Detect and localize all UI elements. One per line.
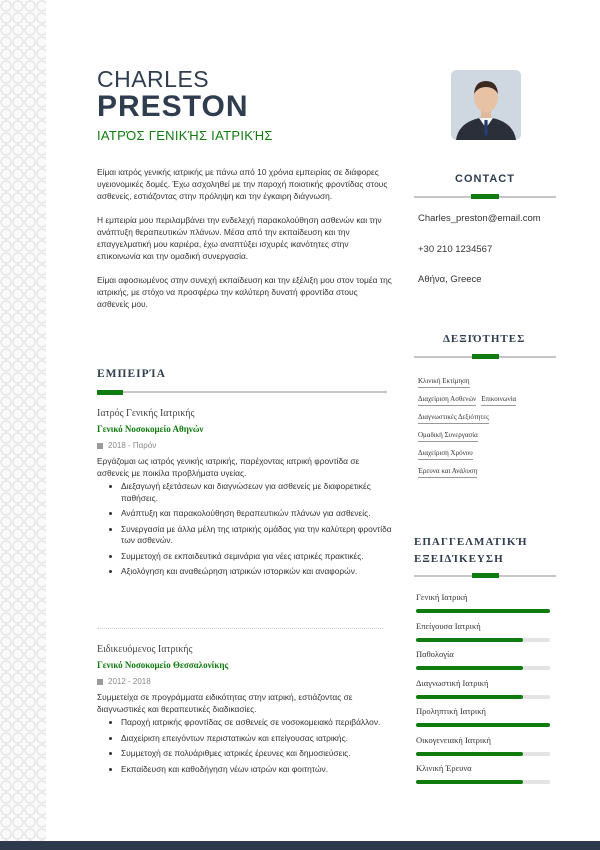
experience-divider [97, 628, 383, 629]
experience-2-company: Γενικό Νοσοκομείο Θεσσαλονίκης [97, 660, 229, 670]
experience-1-bullet-5: • Αξιολόγηση και αναθεώρηση ιατρικών ιστορικών και αναφορών. [121, 566, 392, 578]
last-name: PRESTON [97, 90, 249, 123]
experience-1-bullet-4: • Συμμετοχή σε εκπαιδευτικά σεμινάρια για νέες ιατρικές πρακτικές. [121, 551, 392, 563]
summary [97, 166, 392, 322]
skills-rule-accent [472, 354, 499, 359]
expertise-bar-track [416, 752, 550, 756]
experience-1-bullet-3: • Συνεργασία με άλλα μέλη της ιατρικής ομάδας για την καλύτερη φροντίδα των ασθενών. [121, 524, 392, 547]
skills-row [418, 394, 568, 406]
expertise-item [416, 678, 556, 707]
experience-2-title: Ειδικευόμενος Ιατρικής [97, 644, 193, 655]
skills-row [418, 466, 568, 478]
summary-paragraph-2: Η εμπειρία μου περιλαμβάνει την ενδελεχή παρακολούθηση ασθενών και την ανάπτυξη θεραπευτικών πλάνων. Μέσα από την εκπαίδευση και την επαγγελματική μου καριέρα, έχω αναπτύξει ισχυρές ικανότητες στην επικοινωνία και την ομαδική συνεργασία. [97, 215, 382, 261]
contact-email[interactable]: Charles_preston@email.com [418, 213, 541, 224]
expertise-heading-line-2: ΕΞΕΙΔΊΚΕΥΣΗ [414, 553, 504, 565]
experience-2-date [97, 677, 392, 686]
experience-rule-accent [97, 390, 123, 395]
calendar-icon [97, 679, 103, 685]
skill-tag: Διαγνωστικές Δεξιότητες [418, 412, 489, 424]
experience-entry-2 [97, 644, 392, 779]
experience-1-title: Ιατρός Γενικής Ιατρικής [97, 408, 195, 419]
experience-entry-1 [97, 408, 392, 582]
experience-1-description: Εργάζομαι ως ιατρός γενικής ιατρικής, παρέχοντας ιατρική φροντίδα σε ασθενείς με ποικίλα προβλήματα υγείας. [97, 456, 360, 478]
expertise-item [416, 763, 556, 792]
skills-list [418, 376, 568, 484]
summary-paragraph-1: Είμαι ιατρός γενικής ιατρικής με πάνω από 10 χρόνια εμπειρίας σε διάφορες υγειονομικές δομές. Έχω ασχοληθεί με την παροχή ποιοτικής φροντίδας στους ασθενείς, εστιάζοντας στην πρόληψη και την έγκαιρη διάγνωση. [97, 167, 388, 201]
expertise-bar-fill [416, 609, 550, 613]
skills-row [418, 376, 568, 388]
expertise-label: Προληπτική Ιατρική [416, 706, 486, 716]
skills-heading: ΔΕΞΙΌΤΗΤΕΣ [443, 333, 526, 345]
expertise-bar-track [416, 609, 550, 613]
expertise-heading [414, 534, 528, 568]
skill-tag: Διαχείριση Ασθενών [418, 394, 476, 406]
expertise-bar-track [416, 723, 550, 727]
experience-1-bullets [97, 481, 392, 578]
expertise-bar-fill [416, 638, 523, 642]
contact-phone[interactable]: +30 210 1234567 [418, 244, 493, 255]
expertise-bar-fill [416, 695, 523, 699]
expertise-heading-line-1: ΕΠΑΓΓΕΛΜΑΤΙΚΉ [414, 536, 528, 548]
contact-heading: CONTACT [455, 173, 515, 185]
expertise-bar-fill [416, 723, 550, 727]
experience-2-bullet-1: • Παροχή ιατρικής φροντίδας σε ασθενείς σε νοσοκομειακό περιβάλλον. [121, 717, 392, 729]
expertise-label: Οικογενειακή Ιατρική [416, 734, 491, 745]
expertise-label: Γενική Ιατρική [416, 592, 468, 602]
skills-row [418, 448, 568, 460]
experience-2-bullet-2: • Διαχείριση επειγόντων περιστατικών και επείγουσας ιατρικής. [121, 733, 392, 745]
first-name: CHARLES [97, 66, 210, 92]
expertise-item [416, 621, 556, 650]
expertise-item [416, 592, 556, 621]
footer-bar [0, 841, 600, 850]
expertise-bar-track [416, 695, 550, 699]
experience-2-bullet-3: • Συμμετοχή σε πολυάριθμες ιατρικές έρευνες και δημοσιεύσεις. [121, 748, 392, 760]
expertise-bar-track [416, 666, 550, 670]
expertise-item [416, 706, 556, 735]
experience-1-bullet-2: • Ανάπτυξη και παρακολούθηση θεραπευτικών πλάνων για ασθενείς. [121, 508, 392, 520]
calendar-icon [97, 443, 103, 449]
experience-1-bullet-1: • Διεξαγωγή εξετάσεων και διαγνώσεων για ασθενείς με διαφορετικές παθήσεις. [121, 481, 392, 504]
skill-tag: Επικοινωνία [481, 394, 516, 406]
experience-rule [97, 391, 387, 393]
expertise-label: Κλινική Έρευνα [416, 763, 472, 773]
expertise-item [416, 649, 556, 678]
decorative-pattern [0, 0, 46, 850]
contact-location: Αθήνα, Greece [418, 274, 482, 285]
expertise-bar-fill [416, 780, 523, 784]
experience-1-date [97, 441, 392, 450]
expertise-label: Διαγνωστική Ιατρική [416, 677, 489, 688]
experience-2-bullet-4: • Εκπαίδευση και καθοδήγηση νέων ιατρών και φοιτητών. [121, 764, 392, 776]
skill-tag: Ομαδική Συνεργασία [418, 430, 478, 442]
experience-heading: ΕΜΠΕΙΡΊΑ [97, 368, 166, 380]
contact-rule-accent [471, 194, 499, 199]
skill-tag: Κλινική Εκτίμηση [418, 376, 470, 388]
expertise-list [416, 592, 556, 792]
expertise-bar-fill [416, 666, 523, 670]
experience-2-description: Συμμετείχα σε προγράμματα ειδικότητας στην ιατρική, εστιάζοντας σε διαγνωστικές και θεραπευτικές διαδικασίες. [97, 692, 353, 714]
experience-1-company: Γενικό Νοσοκομείο Αθηνών [97, 424, 204, 434]
experience-1-date-text: 2018 - Παρόν [108, 441, 157, 450]
expertise-bar-track [416, 638, 550, 642]
expertise-item [416, 735, 556, 764]
expertise-rule-accent [472, 573, 499, 578]
skill-tag: Διαχείριση Χρόνου [418, 448, 473, 460]
expertise-label: Επείγουσα Ιατρική [416, 620, 481, 631]
skills-row [418, 412, 568, 424]
experience-2-bullets [97, 717, 392, 775]
job-title: ΙΑΤΡΌΣ ΓΕΝΙΚΉΣ ΙΑΤΡΙΚΉΣ [97, 128, 273, 143]
expertise-bar-fill [416, 752, 523, 756]
experience-2-date-text: 2012 - 2018 [108, 677, 151, 686]
expertise-label: Παθολογία [416, 649, 454, 659]
summary-paragraph-3: Είμαι αφοσιωμένος στην συνεχή εκπαίδευση και την εξέλιξη μου στον τομέα της ιατρικής, με στόχο να προσφέρω την καλύτερη δυνατή φροντίδα στους ασθενείς μου. [97, 275, 392, 309]
skill-tag: Έρευνα και Ανάλυση [418, 466, 477, 478]
profile-photo [451, 70, 521, 140]
expertise-bar-track [416, 780, 550, 784]
skills-row [418, 430, 568, 442]
